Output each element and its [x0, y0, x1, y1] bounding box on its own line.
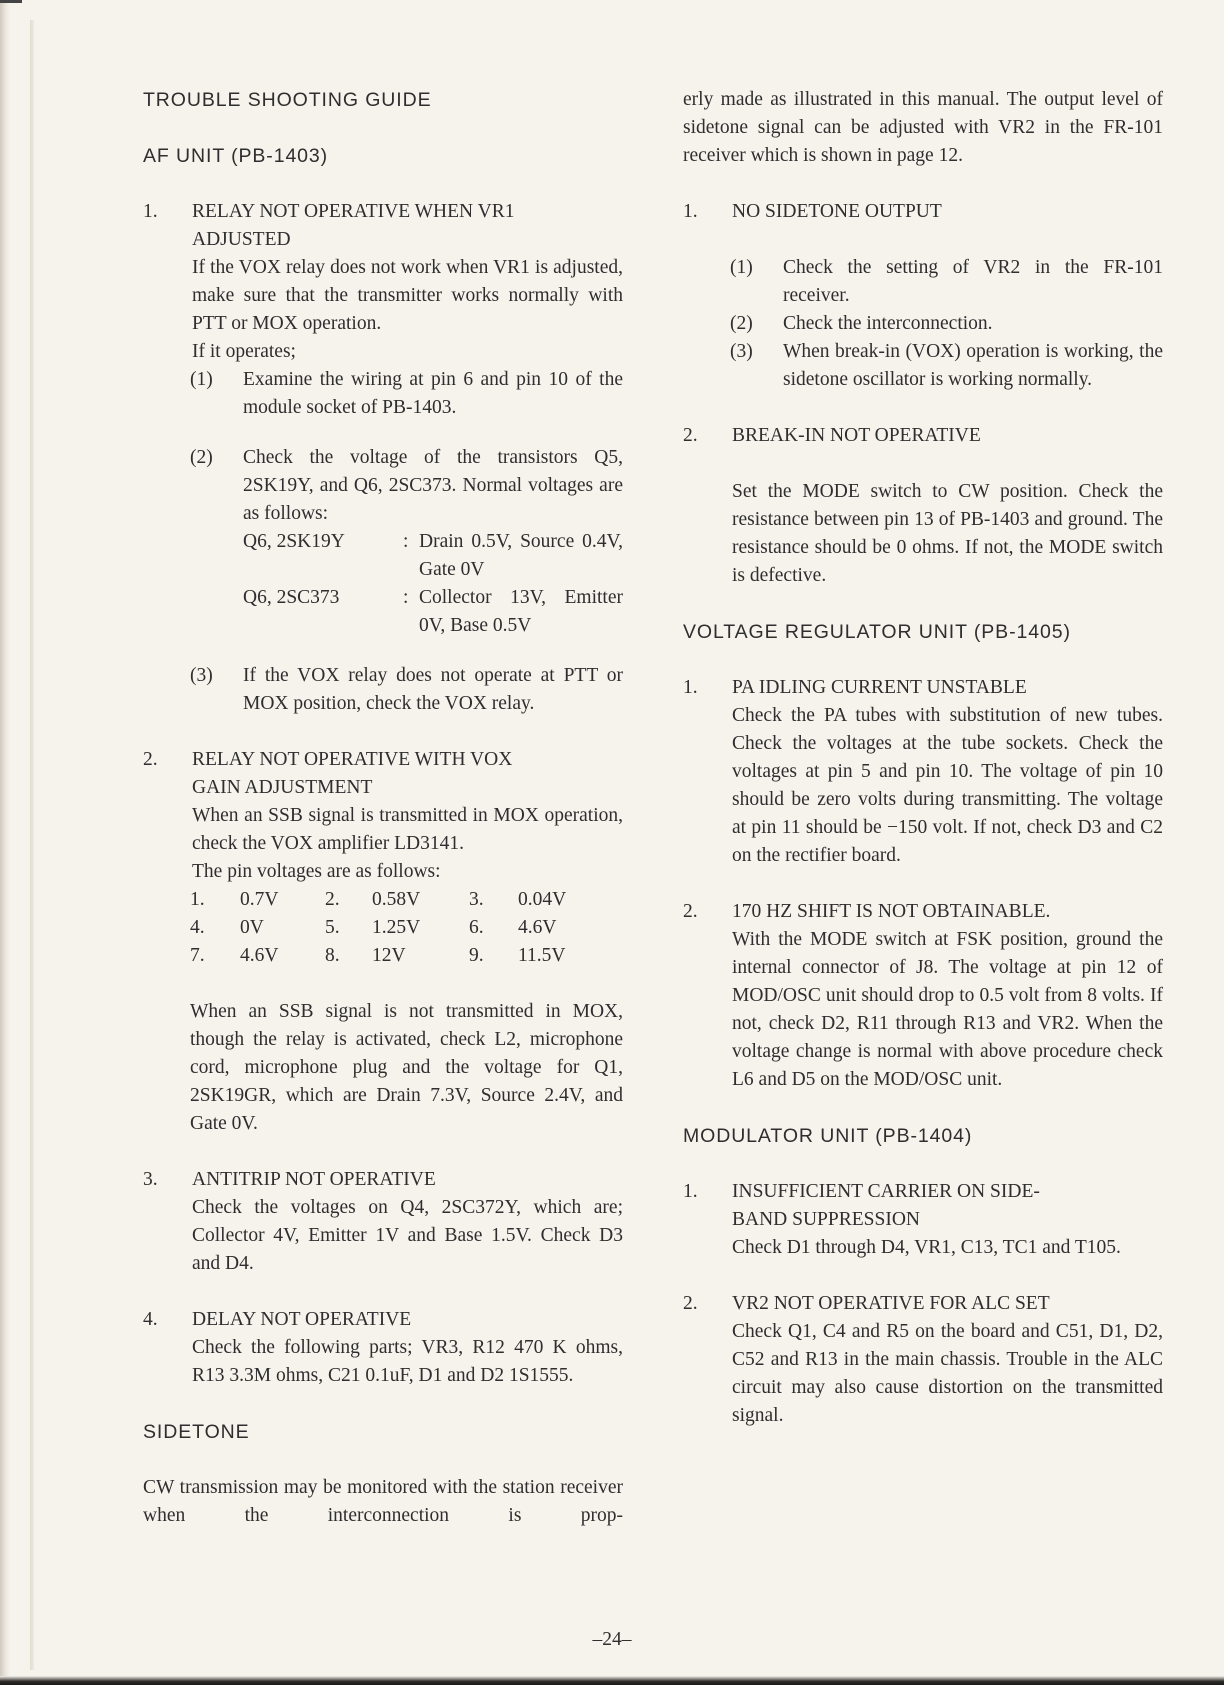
af-1-item-1	[190, 366, 623, 422]
pin-row	[190, 914, 566, 942]
vr-section-1	[683, 674, 1163, 870]
item-text: Check the setting of VR2 in the FR-101 receiver.	[783, 257, 1163, 306]
item-text: Check the interconnection.	[783, 313, 993, 334]
section-title: VR2 NOT OPERATIVE FOR ALC SET	[732, 1293, 1050, 1314]
section-title-cont: ADJUSTED	[192, 229, 291, 250]
pin-voltage: 4.6V	[518, 917, 557, 938]
pin-number: 3.	[469, 889, 484, 910]
pin-voltage: 11.5V	[518, 945, 566, 966]
af-section-3	[143, 1166, 623, 1278]
modulator-heading: MODULATOR UNIT (PB-1404)	[683, 1125, 973, 1147]
section-title: INSUFFICIENT CARRIER ON SIDE-	[732, 1181, 1040, 1202]
colon: :	[403, 587, 409, 608]
af-1-item-2	[190, 444, 623, 528]
section-number: 1.	[143, 201, 158, 222]
section-body: Check Q1, C4 and R5 on the board and C51, D1, D2, C52 and R13 in the main chassis. Trouble in the ALC circuit may also cause distortion on the transmitted signal.	[732, 1321, 1163, 1426]
section-number: 2.	[683, 425, 698, 446]
sidetone-1-item-1	[730, 254, 1163, 310]
pin-voltage: 12V	[372, 945, 406, 966]
section-body: Check the PA tubes with substitution of new tubes. Check the voltages at the tube sockets. Check the voltages at pin 5 and pin 10. The voltage of pin 10 should be zero volts during transmitting. The voltage at pin 11 should be −150 volt. If not, check D3 and C2 on the rectifier board.	[732, 705, 1163, 866]
section-body-2: The pin voltages are as follows:	[192, 861, 441, 882]
section-number: 2.	[683, 901, 698, 922]
section-number: 1.	[683, 1181, 698, 1202]
section-number: 2.	[683, 1293, 698, 1314]
section-title: BREAK-IN NOT OPERATIVE	[732, 425, 981, 446]
section-title: ANTITRIP NOT OPERATIVE	[192, 1169, 436, 1190]
pin-row	[190, 886, 566, 914]
vr-section-2	[683, 898, 1163, 1094]
item-text: If the VOX relay does not operate at PTT or MOX position, check the VOX relay.	[243, 665, 623, 714]
sidetone-body: CW transmission may be monitored with the station receiver when the interconnection is prop-	[143, 1477, 623, 1526]
pin-voltage: 4.6V	[240, 945, 279, 966]
section-title: PA IDLING CURRENT UNSTABLE	[732, 677, 1027, 698]
section-body: With the MODE switch at FSK position, ground the internal connector of J8. The voltage at pin 12 of MOD/OSC unit should drop to 0.5 volt from 8 volts. If not, check D2, R11 through R13 and VR2. When the voltage change is normal with above procedure check L6 and D5 on the MOD/OSC unit.	[732, 929, 1163, 1090]
section-number: 2.	[143, 749, 158, 770]
section-title: 170 HZ SHIFT IS NOT OBTAINABLE.	[732, 901, 1051, 922]
pin-row	[190, 942, 566, 970]
pin-number: 8.	[325, 945, 340, 966]
section-number: 4.	[143, 1309, 158, 1330]
right-column	[683, 86, 1163, 1430]
transistor-label: Q6, 2SC373	[243, 587, 340, 608]
section-body: Set the MODE switch to CW position. Check the resistance between pin 13 of PB-1403 and ground. The resistance should be 0 ohms. If not, the MODE switch is defective.	[732, 481, 1163, 586]
section-number: 1.	[683, 677, 698, 698]
item-number: (1)	[190, 369, 213, 390]
section-title: DELAY NOT OPERATIVE	[192, 1309, 412, 1330]
section-title: RELAY NOT OPERATIVE WHEN VR1	[192, 201, 515, 222]
pin-voltage: 0.04V	[518, 889, 567, 910]
item-text: Examine the wiring at pin 6 and pin 10 of the module socket of PB-1403.	[243, 369, 623, 418]
section-body: When an SSB signal is transmitted in MOX operation, check the VOX amplifier LD3141.	[192, 805, 623, 854]
section-title-cont: BAND SUPPRESSION	[732, 1209, 921, 1230]
item-number: (2)	[730, 313, 753, 334]
section-body: If the VOX relay does not work when VR1 is adjusted, make sure that the transmitter works normally with PTT or MOX operation.	[192, 257, 623, 334]
mod-section-1	[683, 1178, 1163, 1262]
af-section-2	[143, 746, 623, 886]
voltage-values: Collector 13V, Emitter 0V, Base 0.5V	[419, 587, 623, 636]
section-number: 3.	[143, 1169, 158, 1190]
section-title-cont: GAIN ADJUSTMENT	[192, 777, 373, 798]
guide-title: TROUBLE SHOOTING GUIDE	[143, 89, 432, 111]
voltage-row-q6-2sk19y	[243, 528, 623, 584]
section-body-2: If it operates;	[192, 341, 296, 362]
pin-number: 9.	[469, 945, 484, 966]
page-number: –24–	[592, 1629, 632, 1650]
item-text: When break-in (VOX) operation is working, the sidetone oscillator is working normally.	[783, 341, 1163, 390]
item-number: (1)	[730, 257, 753, 278]
mod-section-2	[683, 1290, 1163, 1430]
item-text: Check the voltage of the transistors Q5, 2SK19Y, and Q6, 2SC373. Normal voltages are as follows:	[243, 447, 623, 524]
pin-voltage: 0V	[240, 917, 264, 938]
af-section-1	[143, 198, 623, 366]
item-number: (3)	[190, 665, 213, 686]
item-number: (3)	[730, 341, 753, 362]
sidetone-1-item-2	[730, 310, 1163, 338]
pin-voltage-table	[190, 886, 566, 970]
sidetone-section-1	[683, 198, 1163, 226]
voltage-regulator-heading: VOLTAGE REGULATOR UNIT (PB-1405)	[683, 621, 1071, 643]
pin-number: 2.	[325, 889, 340, 910]
transistor-label: Q6, 2SK19Y	[243, 531, 345, 552]
section-body: Check the following parts; VR3, R12 470 K ohms, R13 3.3M ohms, C21 0.1uF, D1 and D2 1S1555.	[192, 1337, 623, 1386]
af-2-body-3: When an SSB signal is not transmitted in MOX, though the relay is activated, check L2, microphone cord, microphone plug and the voltage for Q1, 2SK19GR, which are Drain 7.3V, Source 2.4V, and Gate 0V.	[190, 1001, 623, 1134]
section-title: RELAY NOT OPERATIVE WITH VOX	[192, 749, 513, 770]
af-section-4	[143, 1306, 623, 1390]
pin-number: 5.	[325, 917, 340, 938]
voltage-row-q6-2sc373	[243, 584, 623, 640]
voltage-values: Drain 0.5V, Source 0.4V, Gate 0V	[419, 531, 623, 580]
pin-voltage: 0.7V	[240, 889, 279, 910]
section-number: 1.	[683, 201, 698, 222]
colon: :	[403, 531, 409, 552]
left-column	[143, 86, 623, 1530]
pin-number: 1.	[190, 889, 205, 910]
sidetone-section-2	[683, 422, 1163, 590]
sidetone-heading: SIDETONE	[143, 1421, 250, 1443]
af-unit-heading: AF UNIT (PB-1403)	[143, 145, 329, 167]
sidetone-continued: erly made as illustrated in this manual. The output level of sidetone signal can be adjusted with VR2 in the FR-101 receiver which is shown in page 12.	[683, 89, 1163, 166]
section-body: Check D1 through D4, VR1, C13, TC1 and T105.	[732, 1237, 1121, 1258]
section-body: Check the voltages on Q4, 2SC372Y, which are; Collector 4V, Emitter 1V and Base 1.5V. Check D3 and D4.	[192, 1197, 623, 1274]
pin-number: 4.	[190, 917, 205, 938]
af-1-item-3	[190, 662, 623, 718]
section-title: NO SIDETONE OUTPUT	[732, 201, 942, 222]
page-bottom-edge	[0, 1676, 1224, 1685]
sidetone-1-item-3	[730, 338, 1163, 394]
item-number: (2)	[190, 447, 213, 468]
pin-number: 6.	[469, 917, 484, 938]
binding-shadow	[0, 0, 10, 1685]
corner-mark	[0, 0, 22, 3]
pin-voltage: 1.25V	[372, 917, 421, 938]
binding-edge	[30, 20, 34, 1670]
pin-voltage: 0.58V	[372, 889, 421, 910]
pin-number: 7.	[190, 945, 205, 966]
